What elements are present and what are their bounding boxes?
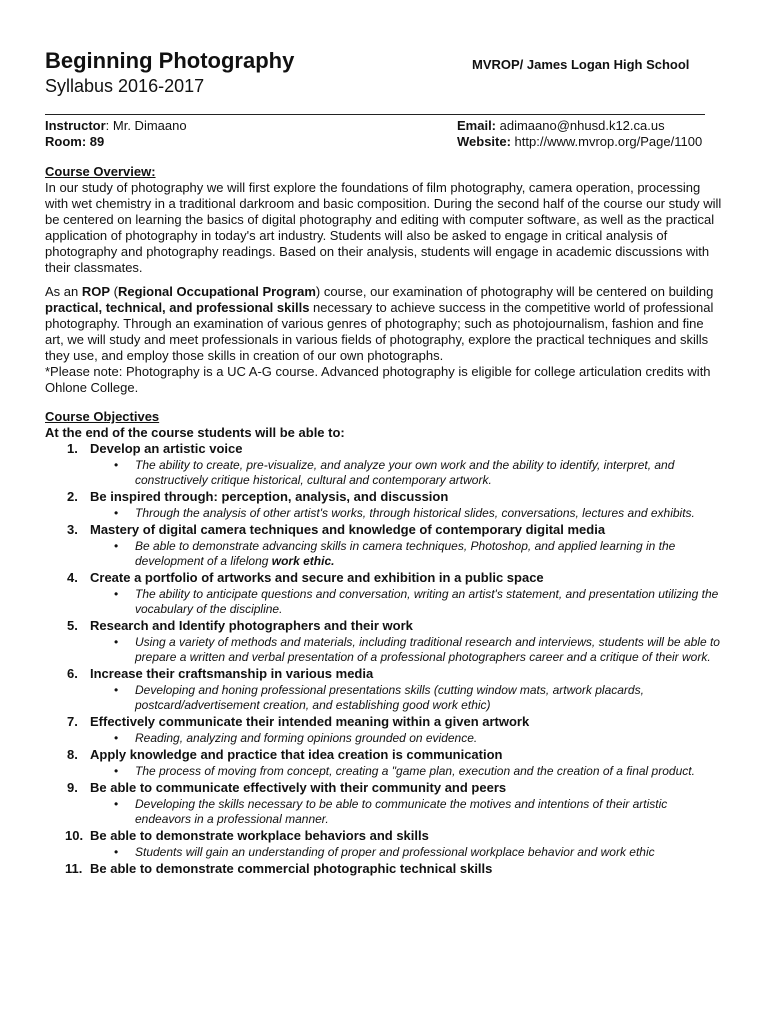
objective-number: 11.	[65, 861, 83, 876]
room-line	[45, 134, 187, 150]
objective-title: Be able to communicate effectively with their community and peers	[90, 780, 507, 795]
objective-detail-text: Reading, analyzing and forming opinions grounded on evidence.	[135, 731, 478, 745]
objective-details	[90, 587, 725, 617]
objective-item	[67, 780, 725, 827]
objectives-heading: Course Objectives	[45, 409, 160, 424]
objective-detail-text: Through the analysis of other artist's works, through historical slides, conversations, lectures and exhibits.	[135, 506, 695, 520]
objective-detail-text: Students will gain an understanding of proper and professional workplace behavior and work ethic	[135, 845, 655, 859]
objective-details	[90, 797, 725, 827]
objective-detail	[135, 731, 725, 746]
rop-skills: practical, technical, and professional skills	[45, 300, 310, 315]
objective-detail	[135, 635, 725, 665]
objective-detail	[135, 539, 725, 569]
website-line	[457, 134, 702, 150]
objective-title: Be inspired through: perception, analysis, and discussion	[90, 489, 449, 504]
objective-detail-text: The ability to anticipate questions and conversation, writing an artist's statement, and presentation utilizing the vocabulary of the discipline.	[135, 587, 719, 616]
objective-detail-text: Developing and honing professional presentations skills (cutting window mats, artwork placards, postcard/advertisement creation, and establishing good work ethic)	[135, 683, 644, 712]
rop-text-d: necessary to achieve success in the competitive world of professional photography. Through an examination of various genres of photography; such as photojournalism, fashion and fine art, we will study and meet professionals in various fields of photography, explore the practical techniques and skills they use, and employ those skills in creation of our own photographs.	[45, 300, 714, 363]
email-value[interactable]: adimaano@nhusd.k12.ca.us	[496, 118, 665, 133]
objective-item	[67, 489, 725, 521]
objective-detail	[135, 506, 725, 521]
objective-item	[67, 618, 725, 665]
objective-number: 7.	[67, 714, 78, 729]
objectives-intro: At the end of the course students will be able to:	[45, 425, 345, 440]
objective-title: Be able to demonstrate workplace behaviors and skills	[90, 828, 429, 843]
website-value[interactable]: http://www.mvrop.org/Page/1100	[510, 134, 703, 149]
instructor-value: : Mr. Dimaano	[105, 118, 187, 133]
instructor-label: Instructor	[45, 118, 106, 133]
email-line	[457, 118, 702, 134]
objective-number: 6.	[67, 666, 78, 681]
instructor-line	[45, 118, 187, 134]
objective-details	[90, 731, 725, 746]
overview-heading: Course Overview:	[45, 164, 156, 179]
objective-detail	[135, 764, 725, 779]
rop-full-name: Regional Occupational Program	[117, 284, 316, 299]
objective-detail	[135, 683, 725, 713]
objective-detail	[135, 587, 725, 617]
objective-item	[67, 747, 725, 779]
objective-detail-bold: work ethic.	[271, 554, 335, 568]
objective-detail-text: Be able to demonstrate advancing skills in camera techniques, Photoshop, and applied learning in the development of a lifelong	[135, 539, 676, 568]
objective-title: Effectively communicate their intended meaning within a given artwork	[90, 714, 530, 729]
objective-title: Increase their craftsmanship in various media	[90, 666, 374, 681]
overview-paragraph: In our study of photography we will first explore the foundations of film photography, camera operation, processing with wet chemistry in a traditional darkroom and basic composition. During the second half of the course our study will be centered on learning the basics of digital photography and editing with computer software, as well as the practical application of photography in today's art industry. Students will also be asked to engage in critical analysis of photography and photography readings. Based on their analysis, students will engage in academic discussions with their classmates.	[45, 180, 722, 275]
objective-number: 4.	[67, 570, 78, 585]
page-subtitle: Syllabus 2016-2017	[45, 76, 205, 96]
objective-item	[67, 666, 725, 713]
objective-number: 1.	[67, 441, 78, 456]
instructor-block	[45, 118, 187, 150]
website-label: Website:	[457, 134, 511, 149]
contact-info	[45, 118, 725, 154]
objective-item	[65, 828, 725, 860]
objective-details	[90, 683, 725, 713]
header-divider	[45, 114, 705, 115]
objective-title: Mastery of digital camera techniques and knowledge of contemporary digital media	[90, 522, 606, 537]
school-name: MVROP/ James Logan High School	[472, 57, 690, 72]
objective-details	[90, 845, 725, 860]
objectives-list	[45, 441, 725, 877]
rop-abbr: ROP	[81, 284, 111, 299]
objective-detail-text: The process of moving from concept, creating a "game plan, execution and the creation of a final product.	[135, 764, 695, 778]
syllabus-page	[45, 48, 725, 877]
objective-number: 2.	[67, 489, 78, 504]
objective-details	[90, 539, 725, 569]
objective-detail-text: Developing the skills necessary to be able to communicate the motives and intentions of their artistic endeavors in a professional manner.	[135, 797, 668, 826]
objective-details	[90, 458, 725, 488]
objective-details	[90, 506, 725, 521]
objective-detail	[135, 845, 725, 860]
rop-text-c: ) course, our examination of photography will be centered on building	[315, 284, 714, 299]
room-label: Room: 89	[45, 134, 105, 149]
objective-item	[65, 861, 725, 877]
header	[45, 48, 725, 78]
objective-number: 5.	[67, 618, 78, 633]
objective-item	[67, 522, 725, 569]
page-title: Beginning Photography	[45, 48, 295, 73]
objective-title: Create a portfolio of artworks and secure and exhibition in a public space	[90, 570, 544, 585]
objective-details	[90, 635, 725, 665]
objective-title: Develop an artistic voice	[90, 441, 243, 456]
objective-detail	[135, 797, 725, 827]
objective-title: Research and Identify photographers and their work	[90, 618, 413, 633]
objective-title: Apply knowledge and practice that idea creation is communication	[90, 747, 503, 762]
objective-item	[67, 570, 725, 617]
objective-item	[67, 714, 725, 746]
objective-detail-text: Using a variety of methods and materials, including traditional research and interviews, students will be able to prepare a written and verbal presentation of a professional photographers career and a critique of their work.	[135, 635, 720, 664]
objective-detail-text: The ability to create, pre-visualize, and analyze your own work and the ability to identify, interpret, and constructively critique historical, cultural and contemporary artwork.	[135, 458, 675, 487]
contact-block	[457, 118, 702, 150]
objective-title: Be able to demonstrate commercial photographic technical skills	[90, 861, 493, 876]
objective-number: 8.	[67, 747, 78, 762]
objective-details	[90, 764, 725, 779]
objective-number: 9.	[67, 780, 78, 795]
objective-detail	[135, 458, 725, 488]
rop-text-a: As an	[45, 284, 82, 299]
uc-note: *Please note: Photography is a UC A-G course. Advanced photography is eligible for college articulation credits with Ohlone College.	[45, 364, 711, 395]
objective-item	[67, 441, 725, 488]
rop-paragraph	[45, 284, 725, 364]
objective-number: 3.	[67, 522, 78, 537]
rop-text-b: (	[110, 284, 118, 299]
objective-number: 10.	[65, 828, 84, 843]
email-label: Email:	[457, 118, 497, 133]
